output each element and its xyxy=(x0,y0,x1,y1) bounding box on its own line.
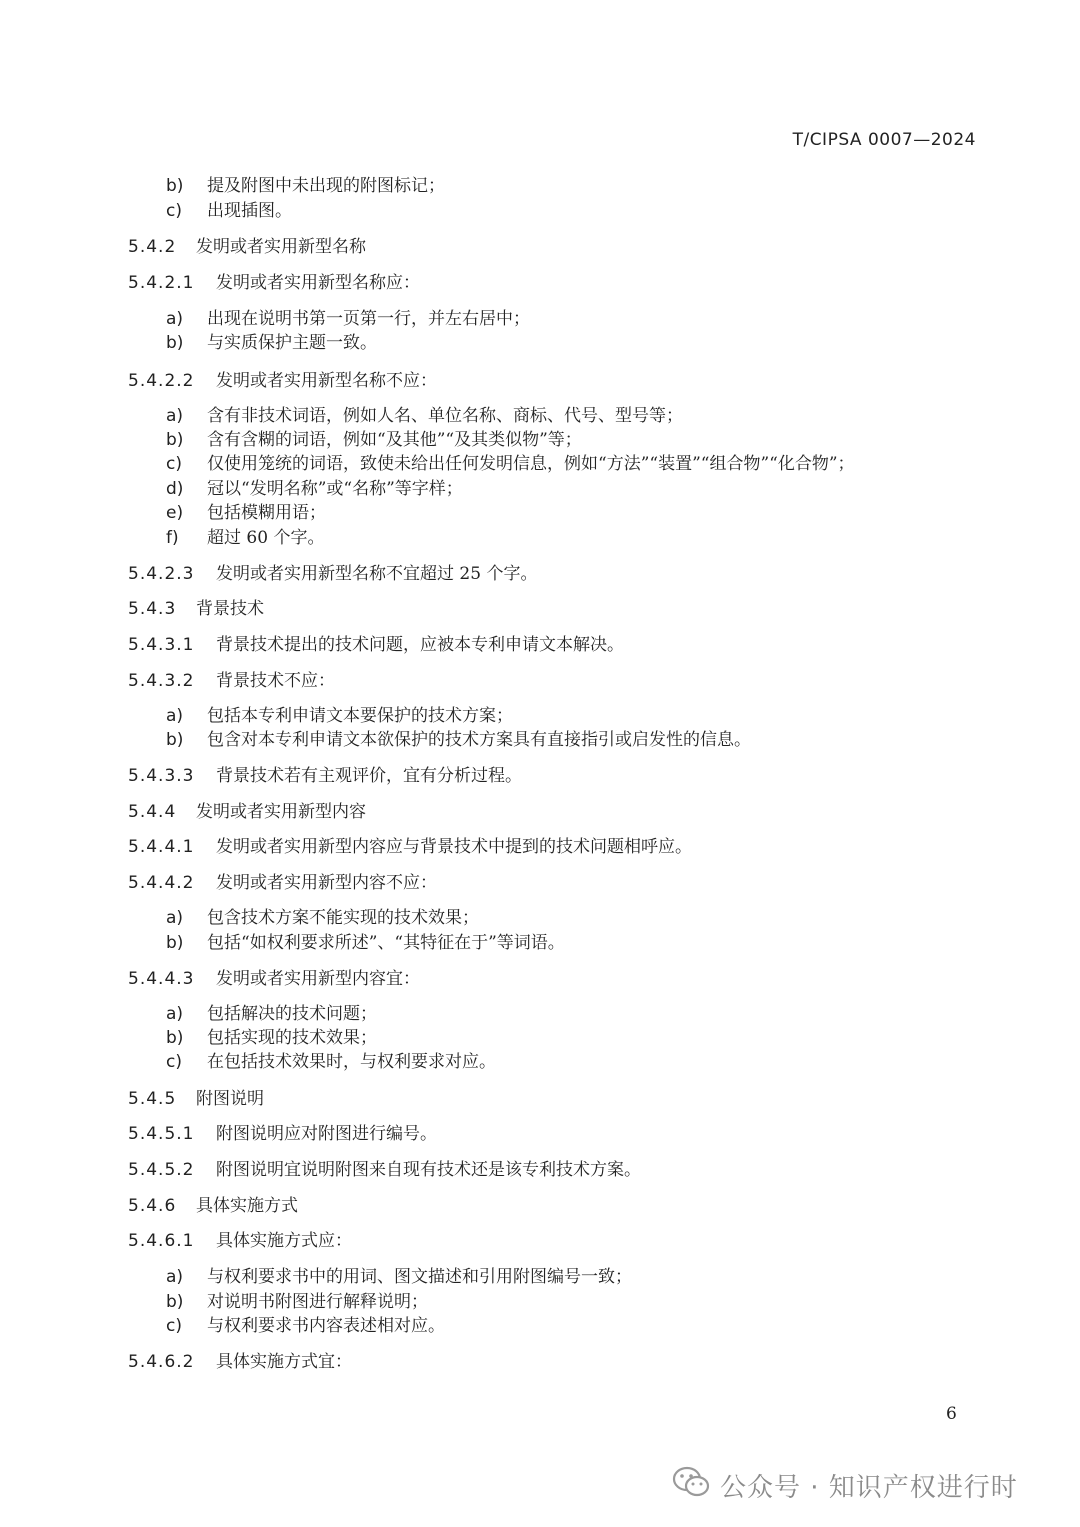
list-item xyxy=(166,1026,377,1050)
clause-text: 发明或者实用新型名称应： xyxy=(216,273,420,293)
list-marker: c) xyxy=(166,201,182,221)
list-item-text: 对说明书附图进行解释说明； xyxy=(207,1292,428,1312)
list-item-text: 仅使用笼统的词语，致使未给出任何发明信息，例如“方法”“装置”“组合物”“化合物”； xyxy=(207,454,855,474)
list-item xyxy=(166,1290,428,1314)
watermark xyxy=(672,1466,1018,1505)
list-item-text: 包括“如权利要求所述”、“其特征在于”等词语。 xyxy=(207,933,565,953)
list-item xyxy=(166,1265,632,1289)
clause-number: 5.4.6.1 xyxy=(128,1231,195,1251)
list-item xyxy=(166,174,445,198)
clause-number: 5.4.3.2 xyxy=(128,671,195,691)
list-item-text: 冠以“发明名称”或“名称”等字样； xyxy=(207,479,463,499)
list-item-text: 出现插图。 xyxy=(207,201,292,221)
clause-text: 发明或者实用新型内容不应： xyxy=(216,873,437,893)
clause xyxy=(128,871,437,895)
clause-number: 5.4.2.1 xyxy=(128,273,195,293)
list-marker: a) xyxy=(166,706,184,726)
list-item-text: 包含对本专利申请文本欲保护的技术方案具有直接指引或启发性的信息。 xyxy=(207,730,751,750)
clause-number: 5.4.4.2 xyxy=(128,873,195,893)
clause-text: 附图说明宜说明附图来自现有技术还是该专利技术方案。 xyxy=(216,1160,641,1180)
clause-number: 5.4.4.1 xyxy=(128,837,195,857)
list-item xyxy=(166,428,582,452)
section-heading xyxy=(128,1087,264,1111)
list-item xyxy=(166,526,324,550)
clause-number: 5.4.2.2 xyxy=(128,371,195,391)
list-item-text: 超过 60 个字。 xyxy=(207,528,325,548)
clause-text: 具体实施方式宜： xyxy=(216,1352,352,1372)
clause xyxy=(128,369,437,393)
list-marker: b) xyxy=(166,730,184,750)
list-item xyxy=(166,1050,496,1074)
clause-text: 具体实施方式 xyxy=(196,1196,298,1216)
clause-text: 具体实施方式应： xyxy=(216,1231,352,1251)
clause xyxy=(128,562,537,586)
watermark-text: 公众号 · 知识产权进行时 xyxy=(720,1473,1018,1503)
list-item xyxy=(166,1314,445,1338)
list-item xyxy=(166,331,377,355)
clause-text: 发明或者实用新型名称不应： xyxy=(216,371,437,391)
list-item-text: 出现在说明书第一页第一行，并左右居中； xyxy=(207,309,530,329)
clause-number: 5.4.2 xyxy=(128,237,177,257)
list-marker: e) xyxy=(166,503,184,523)
clause-number: 5.4.4.3 xyxy=(128,969,195,989)
clause xyxy=(128,764,522,788)
clause-number: 5.4.6.2 xyxy=(128,1352,195,1372)
list-item xyxy=(166,704,513,728)
clause xyxy=(128,1122,437,1146)
list-item xyxy=(166,307,530,331)
list-marker: f) xyxy=(166,528,179,548)
clause xyxy=(128,1229,352,1253)
section-heading xyxy=(128,1194,298,1218)
section-heading xyxy=(128,800,366,824)
list-item-text: 含有非技术词语，例如人名、单位名称、商标、代号、型号等； xyxy=(207,406,683,426)
clause xyxy=(128,633,624,657)
clause-text: 附图说明应对附图进行编号。 xyxy=(216,1124,437,1144)
list-marker: a) xyxy=(166,309,184,329)
clause-text: 发明或者实用新型内容 xyxy=(196,802,366,822)
list-item xyxy=(166,728,751,752)
list-marker: a) xyxy=(166,1004,184,1024)
list-marker: d) xyxy=(166,479,184,499)
list-item-text: 包括本专利申请文本要保护的技术方案； xyxy=(207,706,513,726)
clause-text: 背景技术提出的技术问题，应被本专利申请文本解决。 xyxy=(216,635,624,655)
page-number: 6 xyxy=(946,1404,957,1424)
document-number: T/CIPSA 0007—2024 xyxy=(792,130,976,150)
list-item-text: 在包括技术效果时，与权利要求对应。 xyxy=(207,1052,496,1072)
list-item xyxy=(166,1002,377,1026)
list-marker: b) xyxy=(166,1292,184,1312)
list-marker: b) xyxy=(166,933,184,953)
list-item-text: 与权利要求书中的用词、图文描述和引用附图编号一致； xyxy=(207,1267,632,1287)
list-item-text: 与实质保护主题一致。 xyxy=(207,333,377,353)
clause-number: 5.4.5.1 xyxy=(128,1124,195,1144)
clause-text: 背景技术 xyxy=(196,599,264,619)
list-marker: c) xyxy=(166,1052,182,1072)
clause-text: 发明或者实用新型内容宜： xyxy=(216,969,420,989)
clause xyxy=(128,669,335,693)
list-marker: b) xyxy=(166,176,184,196)
list-marker: a) xyxy=(166,406,184,426)
clause-text: 附图说明 xyxy=(196,1089,264,1109)
list-item-text: 提及附图中未出现的附图标记； xyxy=(207,176,445,196)
clause-number: 5.4.3 xyxy=(128,599,177,619)
list-item xyxy=(166,199,292,223)
list-marker: b) xyxy=(166,333,184,353)
list-item-text: 包含技术方案不能实现的技术效果； xyxy=(207,908,479,928)
section-heading xyxy=(128,235,366,259)
clause-text: 发明或者实用新型名称不宜超过 25 个字。 xyxy=(216,564,538,584)
clause-number: 5.4.3.3 xyxy=(128,766,195,786)
list-item xyxy=(166,906,479,930)
list-item xyxy=(166,452,855,476)
list-item xyxy=(166,404,683,428)
clause-text: 背景技术若有主观评价，宜有分析过程。 xyxy=(216,766,522,786)
clause-number: 5.4.6 xyxy=(128,1196,177,1216)
clause xyxy=(128,967,420,991)
wechat-icon xyxy=(672,1466,710,1505)
clause-number: 5.4.5 xyxy=(128,1089,177,1109)
list-marker: c) xyxy=(166,454,182,474)
clause-number: 5.4.3.1 xyxy=(128,635,195,655)
list-marker: c) xyxy=(166,1316,182,1336)
list-marker: b) xyxy=(166,430,184,450)
list-marker: a) xyxy=(166,1267,184,1287)
clause-number: 5.4.5.2 xyxy=(128,1160,195,1180)
list-item-text: 与权利要求书内容表述相对应。 xyxy=(207,1316,445,1336)
list-marker: a) xyxy=(166,908,184,928)
clause-number: 5.4.4 xyxy=(128,802,177,822)
clause xyxy=(128,1158,641,1182)
list-item-text: 含有含糊的词语，例如“及其他”“及其类似物”等； xyxy=(207,430,582,450)
clause-text: 发明或者实用新型名称 xyxy=(196,237,366,257)
list-item-text: 包括解决的技术问题； xyxy=(207,1004,377,1024)
list-item xyxy=(166,501,326,525)
list-item-text: 包括模糊用语； xyxy=(207,503,326,523)
clause xyxy=(128,835,692,859)
clause xyxy=(128,271,420,295)
clause xyxy=(128,1350,352,1374)
list-marker: b) xyxy=(166,1028,184,1048)
list-item xyxy=(166,477,463,501)
clause-text: 发明或者实用新型内容应与背景技术中提到的技术问题相呼应。 xyxy=(216,837,692,857)
list-item xyxy=(166,931,565,955)
clause-number: 5.4.2.3 xyxy=(128,564,195,584)
clause-text: 背景技术不应： xyxy=(216,671,335,691)
section-heading xyxy=(128,597,264,621)
list-item-text: 包括实现的技术效果； xyxy=(207,1028,377,1048)
